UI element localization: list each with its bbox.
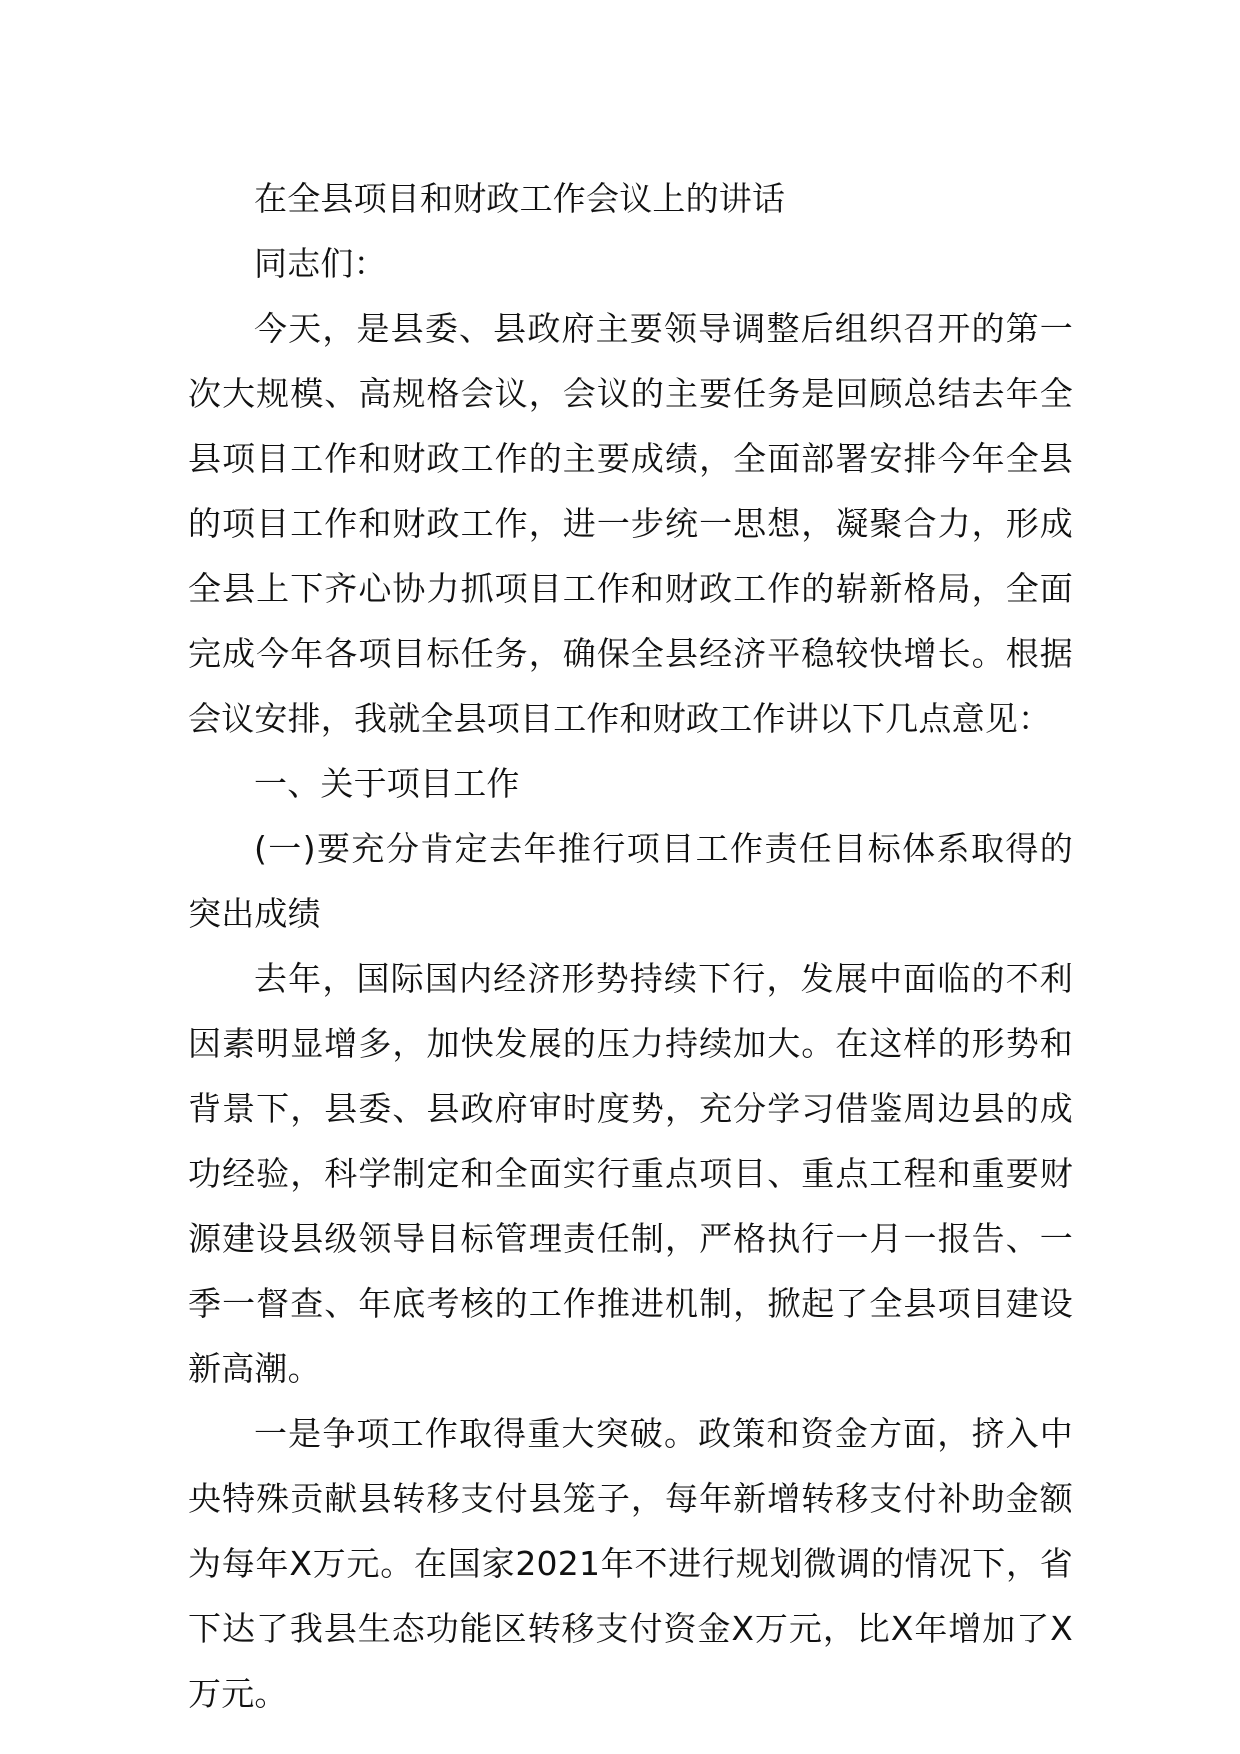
speech-title: 在全县项目和财政工作会议上的讲话 (254, 179, 786, 218)
section-heading: 一、关于项目工作 (254, 764, 520, 803)
greeting: 同志们： (254, 244, 387, 283)
paragraph-opening: 今天，是县委、县政府主要领导调整后组织召开的第一次大规模、高规格会议，会议的主要任务是回顾总结去年全县项目工作和财政工作的主要成绩，全面部署安排今年全县的项目工作和财政工作，进一步统一思想，凝聚合力，形成全县上下齐心协力抓项目工作和财政工作的崭新格局，全面完成今年各项目标任务，确保全县经济平稳较快增长。根据会议安排，我就全县项目工作和财政工作讲以下几点意见： (188, 309, 1073, 738)
paragraph-last-year: 去年，国际国内经济形势持续下行，发展中面临的不利因素明显增多，加快发展的压力持续加大。在这样的形势和背景下，县委、县政府审时度势，充分学习借鉴周边县的成功经验，科学制定和全面实行重点项目、重点工程和重要财源建设县级领导目标管理责任制，严格执行一月一报告、一季一督查、年底考核的工作推进机制，掀起了全县项目建设新高潮。 (188, 959, 1073, 1388)
subsection-heading: (一)要充分肯定去年推行项目工作责任目标体系取得的突出成绩 (188, 829, 1073, 933)
paragraph-first-point: 一是争项工作取得重大突破。政策和资金方面，挤入中央特殊贡献县转移支付县笼子，每年新增转移支付补助金额为每年X万元。在国家2021年不进行规划微调的情况下，省下达了我县生态功能区转移支付资金X万元，比X年增加了X万元。 (188, 1414, 1073, 1713)
document-body (188, 166, 1073, 1726)
